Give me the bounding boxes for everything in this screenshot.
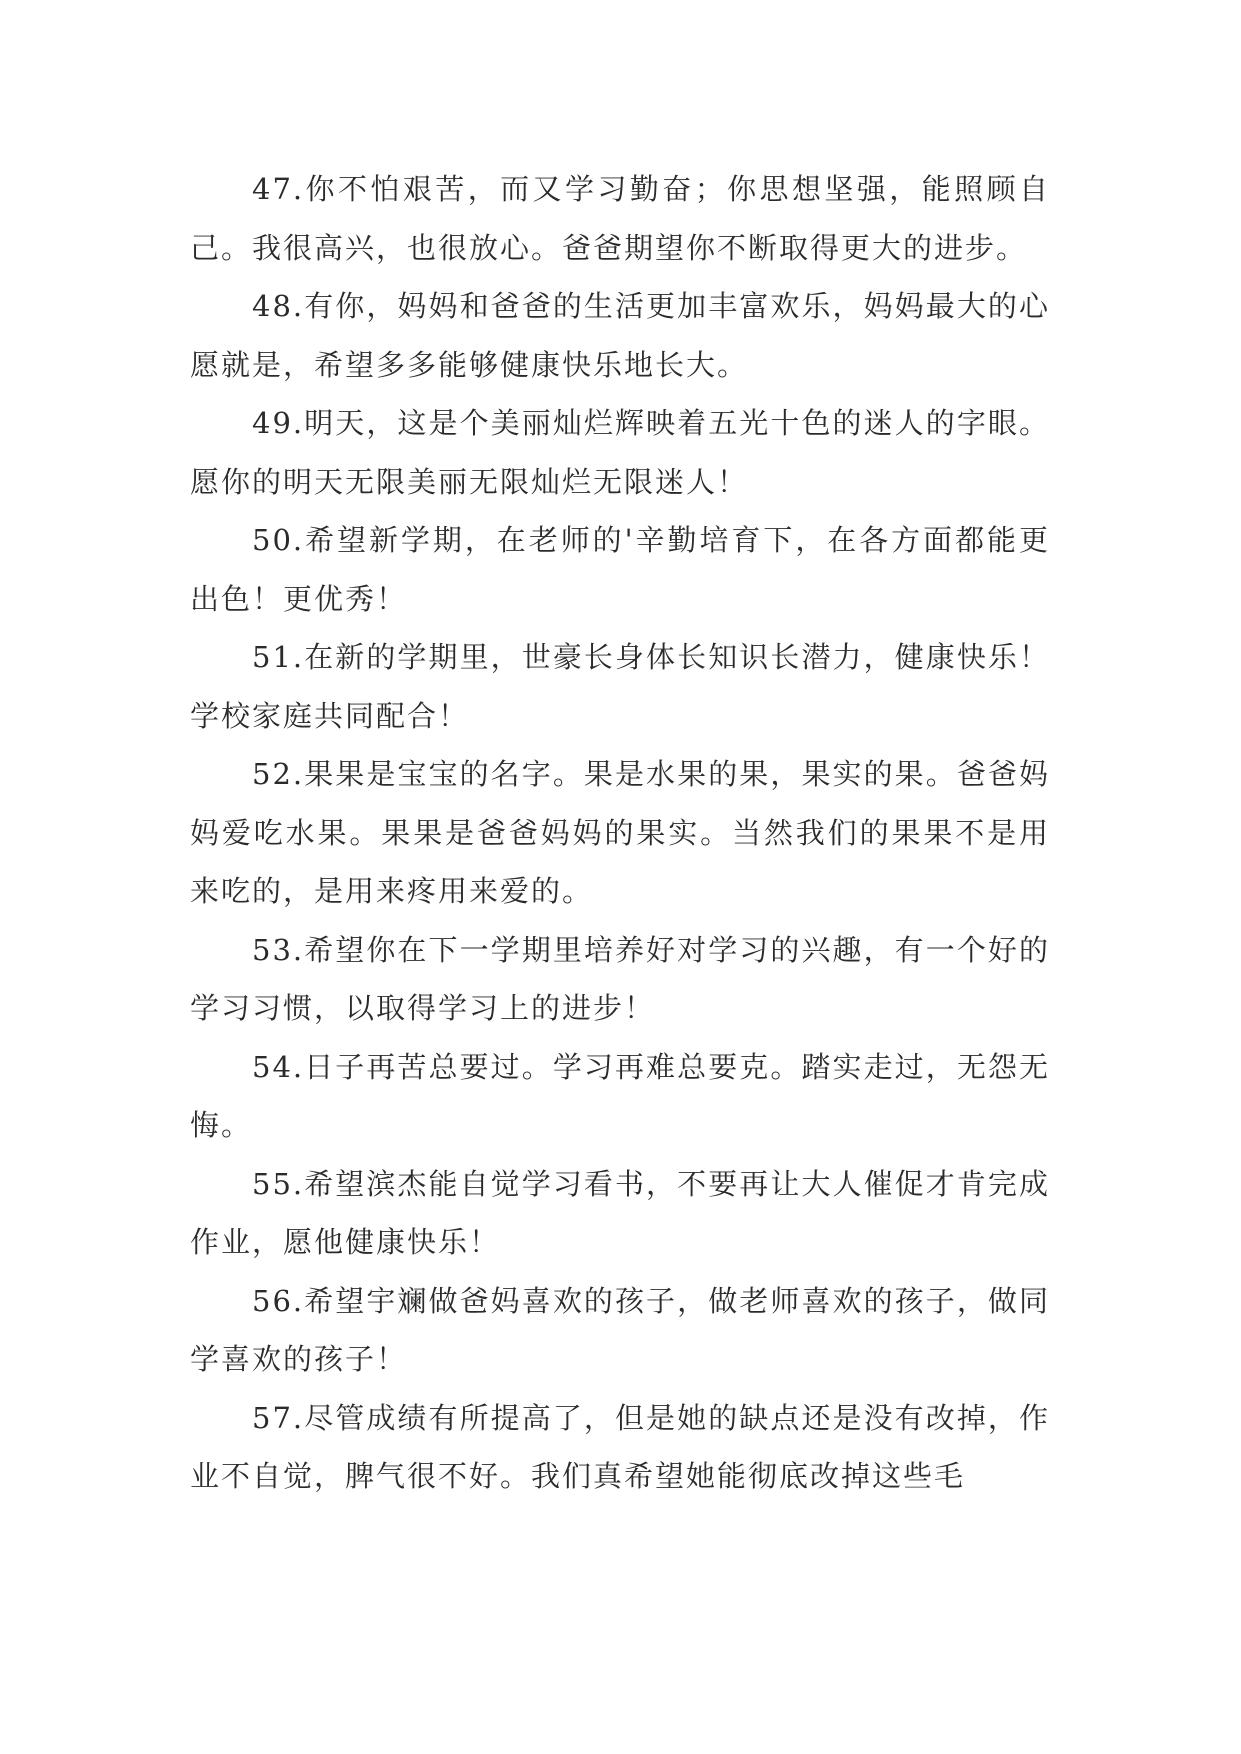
document-body <box>190 160 1050 1506</box>
paragraph-54: 54.日子再苦总要过。学习再难总要克。踏实走过，无怨无悔。 <box>190 1049 1050 1142</box>
paragraph-52: 52.果果是宝宝的名字。果是水果的果，果实的果。爸爸妈妈爱吃水果。果果是爸爸妈妈的果实。当然我们的果果不是用来吃的，是用来疼用来爱的。 <box>190 757 1050 908</box>
paragraph-55: 55.希望滨杰能自觉学习看书，不要再让大人催促才肯完成作业，愿他健康快乐！ <box>190 1166 1050 1259</box>
paragraph-56: 56.希望宇斓做爸妈喜欢的孩子，做老师喜欢的孩子，做同学喜欢的孩子！ <box>190 1283 1050 1376</box>
paragraph-48: 48.有你，妈妈和爸爸的生活更加丰富欢乐，妈妈最大的心愿就是，希望多多能够健康快乐地长大。 <box>190 289 1050 382</box>
paragraph-51: 51.在新的学期里，世豪长身体长知识长潜力，健康快乐！学校家庭共同配合！ <box>190 640 1050 733</box>
paragraph-49: 49.明天，这是个美丽灿烂辉映着五光十色的迷人的字眼。愿你的明天无限美丽无限灿烂无限迷人！ <box>190 406 1050 499</box>
paragraph-50: 50.希望新学期，在老师的'辛勤培育下，在各方面都能更出色！更优秀！ <box>190 523 1050 616</box>
paragraph-57: 57.尽管成绩有所提高了，但是她的缺点还是没有改掉，作业不自觉，脾气很不好。我们真希望她能彻底改掉这些毛 <box>190 1400 1050 1493</box>
paragraph-47: 47.你不怕艰苦，而又学习勤奋；你思想坚强，能照顾自己。我很高兴，也很放心。爸爸期望你不断取得更大的进步。 <box>190 172 1050 265</box>
paragraph-53: 53.希望你在下一学期里培养好对学习的兴趣，有一个好的学习习惯，以取得学习上的进步！ <box>190 932 1050 1025</box>
